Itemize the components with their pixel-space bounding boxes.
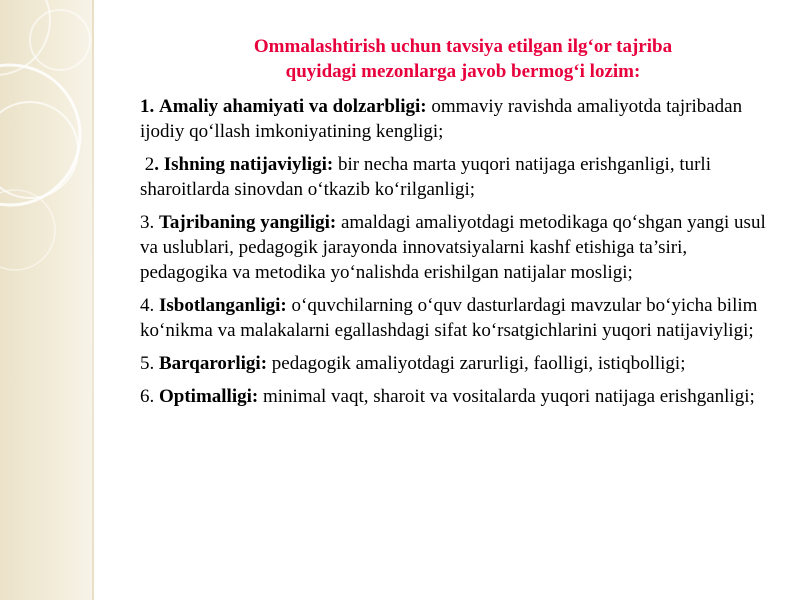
criterion-text: amaldagi amaliyotdagi metodikaga qo‘shgan yangi usul va uslublari, pedagogik jarayonda innovatsiyalarni kashf etishiga ta’siri, pedagogika va metodika yo‘nalishda erishilgan natijalar mosligi; bbox=[140, 212, 766, 283]
criterion-number: 2 bbox=[144, 154, 155, 175]
decorative-left-band bbox=[0, 0, 92, 600]
slide-title-line-1: Ommalashtirish uchun tavsiya etilgan ilg‘or tajriba bbox=[253, 36, 673, 57]
criterion-text: minimal vaqt, sharoit va vositalarda yuqori natijaga erishganligi; bbox=[262, 386, 755, 407]
criterion-item-6 bbox=[140, 384, 776, 409]
criterion-item-4 bbox=[140, 293, 776, 343]
criterion-number: 6. bbox=[140, 386, 155, 407]
slide-title bbox=[140, 34, 776, 84]
criterion-text: pedagogik amaliyotdagi zarurligi, faolligi, istiqbolligi; bbox=[271, 353, 686, 374]
criterion-number: 5. bbox=[140, 353, 155, 374]
decorative-circles-graphic bbox=[0, 0, 92, 600]
criterion-term: Optimalligi: bbox=[159, 386, 259, 407]
criterion-term: Isbotlanganligi: bbox=[159, 295, 287, 316]
criterion-text: o‘quvchilarning o‘quv dasturlardagi mavzular bo‘yicha bilim ko‘nikma va malakalarni egallashdagi sifat ko‘rsatgichlarini yuqori natijaviyligi; bbox=[140, 295, 758, 341]
slide-content bbox=[140, 34, 776, 417]
criterion-term: Barqarorligi: bbox=[159, 353, 268, 374]
slide-title-line-2: quyidagi mezonlarga javob bermog‘i lozim: bbox=[285, 61, 641, 82]
band-edge-divider bbox=[92, 0, 94, 600]
criterion-item-1 bbox=[140, 94, 776, 144]
criterion-text: bir necha marta yuqori natijaga erishganligi, turli sharoitlarda sinovdan o‘tkazib ko‘rilganligi; bbox=[140, 154, 711, 200]
criterion-number: 3. bbox=[140, 212, 155, 233]
criterion-term: Tajribaning yangiligi: bbox=[159, 212, 337, 233]
criterion-number: 4. bbox=[140, 295, 155, 316]
criterion-term: Amaliy ahamiyati va dolzarbligi: bbox=[159, 96, 427, 117]
criterion-number: 1. bbox=[140, 96, 155, 117]
criterion-text: ommaviy ravishda amaliyotda tajribadan ijodiy qo‘llash imkoniyatining kengligi; bbox=[140, 96, 743, 142]
criterion-item-2 bbox=[140, 152, 776, 202]
criterion-item-5 bbox=[140, 351, 776, 376]
criterion-item-3 bbox=[140, 210, 776, 285]
criterion-term: . Ishning natijaviyligi: bbox=[154, 154, 334, 175]
